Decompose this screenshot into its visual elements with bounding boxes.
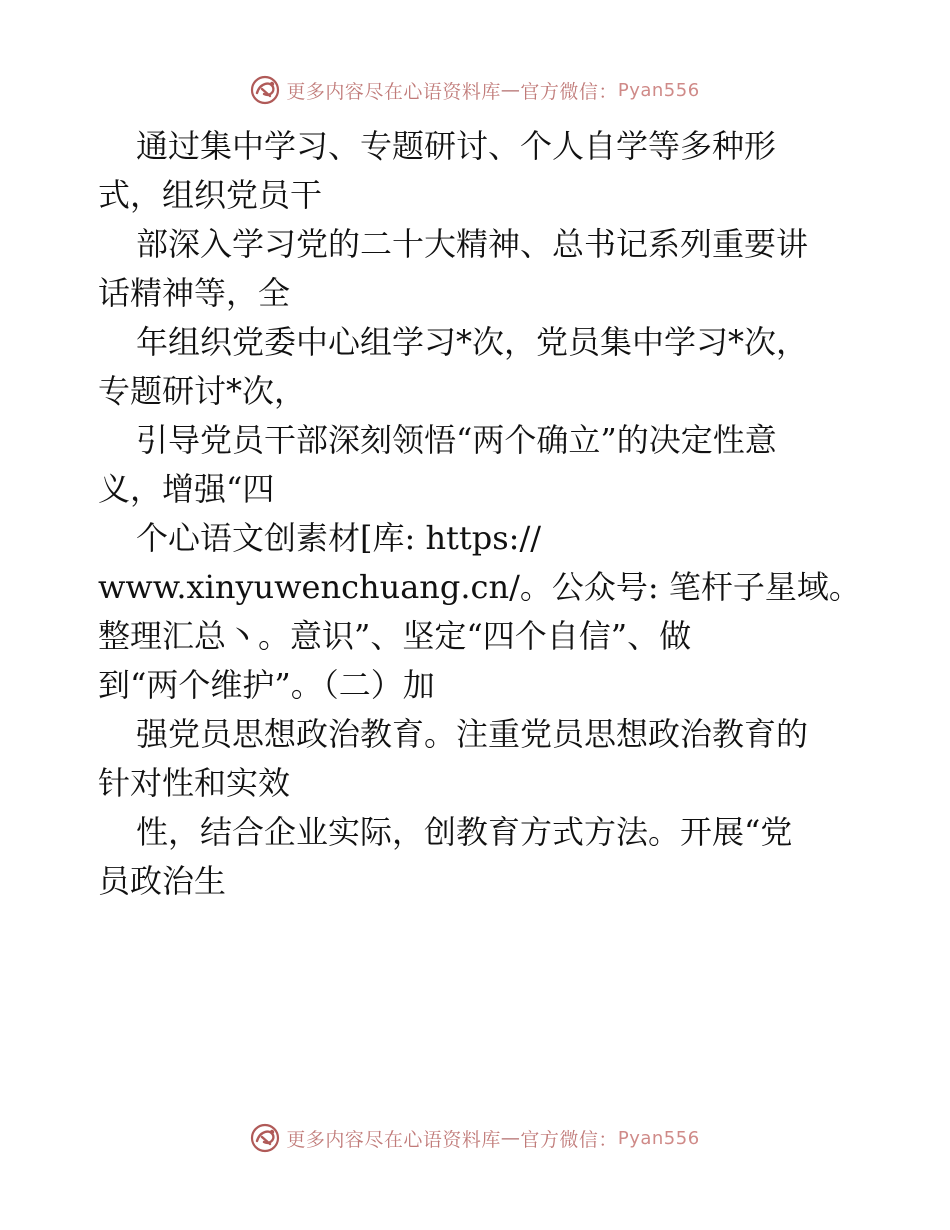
text-line: 针对性和实效 [98,764,291,802]
text-line: 专题研讨*次， [98,372,307,410]
watermark-wechat-label: 官方微信： [520,80,618,103]
text-line: 话精神等，全 [98,274,291,312]
watermark-separator: — [500,79,521,101]
watermark-main-text: 更多内容尽在心语资料库 [286,80,501,103]
text-line: 强党员思想政治教育。注重党员思想政治教育的 [136,715,809,753]
text-line: 到“两个维护”。（二）加 [98,666,435,704]
swirl-logo-icon [250,1123,280,1153]
watermark-wechat-label: 官方微信： [520,1128,618,1151]
swirl-logo-icon [250,75,280,105]
text-line: 个心语文创素材[库: https:// [136,519,542,557]
text-line: 员政治生 [98,862,227,900]
text-line: 年组织党委中心组学习*次，党员集中学习*次， [136,323,809,361]
text-line: www.xinyuwenchuang.cn/。公众号: 笔杆子星域。 [98,568,861,606]
text-line: 义，增强“四 [98,470,275,508]
watermark-separator: — [500,1127,521,1149]
text-line: 式，组织党员干 [98,176,323,214]
watermark-main-text: 更多内容尽在心语资料库 [286,1128,501,1151]
text-line: 性，结合企业实际，创教育方式方法。开展“党 [136,813,793,851]
header-watermark [0,70,950,110]
watermark-wechat-id: Pyan556 [617,1127,700,1149]
text-line: 部深入学习党的二十大精神、总书记系列重要讲 [136,225,809,263]
document-body [98,122,878,906]
watermark-wechat-id: Pyan556 [617,79,700,101]
text-line: 引导党员干部深刻领悟“两个确立”的决定性意 [136,421,777,459]
footer-watermark [0,1118,950,1158]
text-line: 整理汇总丶。意识”、坚定“四个自信”、做 [98,617,692,655]
text-line: 通过集中学习、专题研讨、个人自学等多种形 [136,127,777,165]
